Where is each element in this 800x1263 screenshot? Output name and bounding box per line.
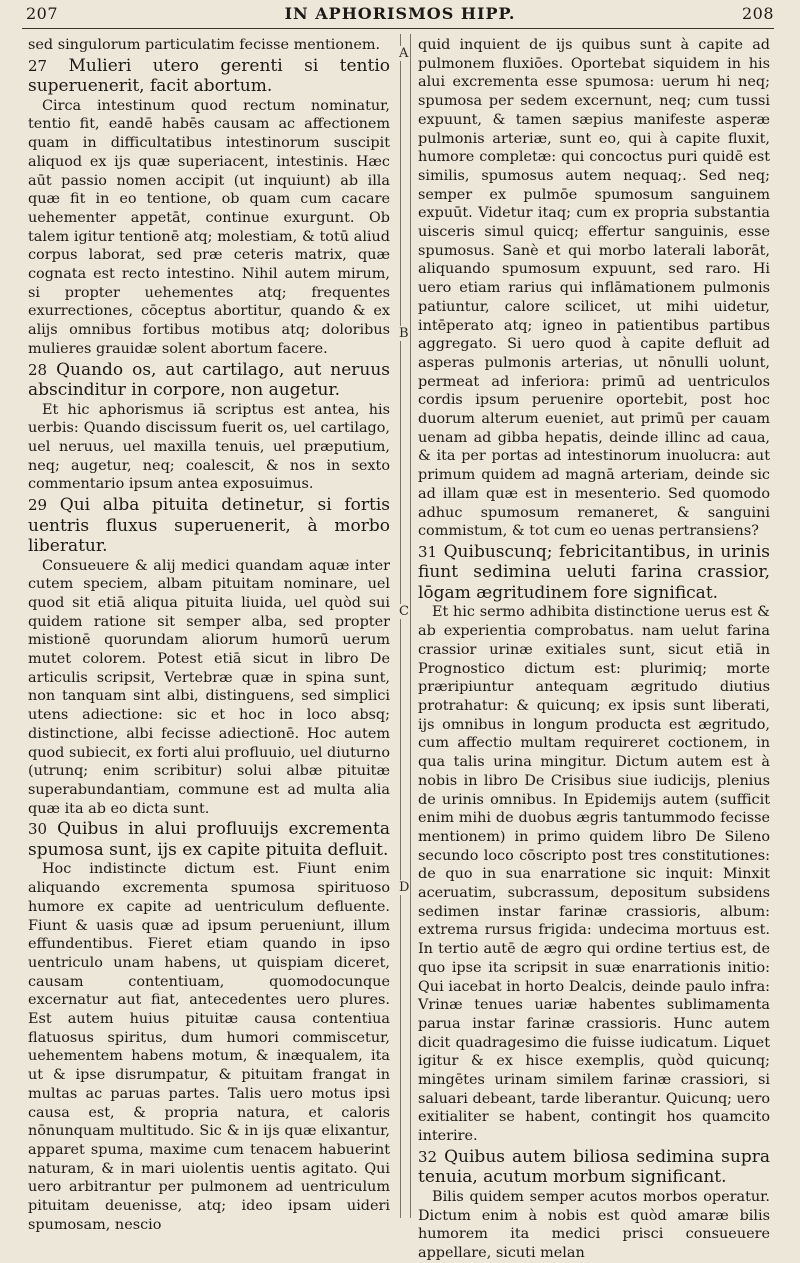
running-header: [26, 2, 774, 28]
aphorism-number: 28: [28, 360, 48, 379]
margin-letter-a: A: [399, 46, 409, 61]
aphorism-30: [28, 819, 390, 860]
commentary-27: Circa intestinum quod rectum nominatur, tentio fit, eandē habēs causam ac affectionem quam in difficultatibus intestinorum suscipit aliquod ex ijs quæ superiacent, intestinis. Hæc aūt passio nomen accipit (ut inquiunt) ab illa quæ fit in eo tentione, ob quam cum cacare uehementer appetāt, continue exurgunt. Ob talem igitur tentionē atq; molestiam, & totū aliud corpus laborat, sed præ ceteris matrix, quæ cognata est recto intestino. Nihil autem mirum, si propter uehementes atq; frequentes exurrectiones, cōceptus abortitur, quando & ex alijs omnibus fortibus motibus atq; doloribus mulieres grauidæ solent abortum facere.: [28, 97, 390, 357]
continued-text: quid inquient de ijs quibus sunt à capite ad pulmonem fluxiōes. Oportebat siquidem in his alui excrementa esse spumosa: uerum hi neq; spumosa per sedem excernunt, neq; cum tussi expuunt, & tamen sæpius manifeste asperæ pulmonis arteriæ, sunt eo, qui à capite fluxit, humore completæ: qui concoctus puri quidē est similis, spumosus autem nequaq;. Sed neq; semper ex pulmōe spumosum sanguinem expuūt. Videtur itaq; cum ex propria substantia uisceris simul quicq; effertur sanguinis, esse spumosus. Sanè et qui morbo laterali laborāt, aliquando spumosum expuunt, sed raro. Hi uero etiam rarius qui inflāmationem pulmonis patiuntur, calore scilicet, ut mihi uidetur, intēperato atq; igneo in patientibus partibus aggregato. Si uero quod à capite defluit ad asperas pulmonis arterias, ut nōnulli uolunt, permeat ad inferiora: primū ad uentriculos cordis ipsum peruenire oportebit, post hoc duorum alterum eueniet, aut primū per cauam uenam ad gibba hepatis, deinde illinc ad caua, & ita per portas ad intestinorum inuolucra: aut primum quidem ad magnā arteriam, deinde sic ad illam quæ est in mesenterio. Sed quomodo adhuc spumosum remaneret, & sanguini commistum, & tot cum eo uenas pertransiens?: [418, 37, 770, 540]
aphorism-text: Quibus in alui profluuijs excrementa spumosa sunt, ijs ex capite pituita defluit.: [28, 819, 391, 860]
margin-letter-c: C: [399, 604, 409, 619]
margin-letter-b: B: [399, 326, 409, 341]
aphorism-number: 31: [418, 542, 438, 561]
continued-text: sed singulorum particulatim fecisse mentionem.: [28, 37, 381, 53]
aphorism-number: 30: [28, 820, 48, 839]
right-column: [418, 36, 771, 1261]
commentary-30: Hoc indistincte dictum est. Fiunt enim aliquando excrementa spumosa spirituoso humore ex capite ad uentriculum defluente. Fiunt & uasis quæ ad ipsum perueniunt, illum effundentibus. Fieret etiam quando in ipso uentriculo unam habens, ut quispiam diceret, causam contentiuam, quomodocunque excernatur aut fiat, antecedentes uero plures. Est autem huius pituitæ causa contentiua flatuosus spiritus, dum humori commiscetur, uehementem habens motum, & inæqualem, ita ut & ipse disrumpatur, & pituitam frangat in multas ac paruas partes. Talis uero motus ipsi causa est, & propria natura, et caloris nōnunquam multitudo. Sic & in ijs quæ elixantur, apparet spuma, maxime cum tenacem habuerint naturam, & in mari uiolentis uentis agitato. Qui uero arbitrantur per pulmonem ad uentriculum pituitam deuenisse, atq; ideo ipsam uideri spumosam, nescio: [28, 861, 390, 1233]
aphorism-text: Quibus autem biliosa sedimina supra tenuia, acutum morbum significant.: [418, 1146, 770, 1188]
aphorism-text: Mulieri utero gerenti si tentio superuenerit, facit abortum.: [28, 55, 390, 97]
commentary-32: Bilis quidem semper acutos morbos operatur. Dictum enim à nobis est quòd amaræ bilis humorem ita medici prisci consueuere appellare, sicuti melan: [418, 1188, 770, 1261]
commentary-28: Et hic aphorismus iā scriptus est antea, his uerbis: Quando discissum fuerit os, uel cartilago, uel neruus, uel maxilla tenuis, uel præputium, neq; augetur, neq; coalescit, & nos in sexto commentario ipsum antea exposuimus.: [28, 401, 390, 493]
header-rule: [22, 28, 774, 29]
commentary-29: Consueuere & alij medici quandam aquæ inter cutem speciem, albam pituitam nominare, uel quod sit etiā aliqua pituita liuida, uel quòd sui quidem ratione sit semper alba, sed propter mistionē quorundam aliorum humorū uerum mutet colorem. Potest etiā sicut in libro De articulis scripsit, Vertebræ quæ in spina sunt, non tanquam sint albi, distinguens, sed simplici utens adiectione: sic et hoc in loco absq; distinctione, albi fecisse adiectionē. Hoc autem quod subiecit, ex forti alui profluuio, uel diuturno (utrunq; enim scribitur) solui albæ pituitæ superabundantiam, commune est ad multa alia quæ ita ab eo dicta sunt.: [28, 557, 390, 817]
aphorism-number: 27: [28, 56, 48, 75]
left-column: [28, 36, 391, 1233]
page-number-left: 207: [26, 4, 59, 23]
page-number-right: 208: [741, 4, 774, 23]
aphorism-text: Quando os, aut cartilago, aut neruus abscinditur in corpore, non augetur.: [28, 359, 391, 401]
column-divider-left: [400, 34, 401, 1218]
column-divider-right: [410, 34, 411, 1218]
commentary-31: Et hic sermo adhibita distinctione uerus est & ab experientia comprobatus. nam uelut farina crassior urinæ exitiales sunt, sicut etiā in Prognostico dictum est: plurimiq; morte præripiuntur antequam ægritudo diutius protrahatur: & quicunq; ex ipsis sunt liberati, ijs omnibus in longum producta est ægritudo, cum affectio multam requireret coctionem, in qua talis urina mingitur. Dictum autem est à nobis in libro De Crisibus siue iudicijs, plenius de urinis omnibus. In Epidemijs autem (sufficit enim mihi de duobus ægris tantummodo fecisse mentionem) in primo quidem libro De Sileno secundo loco cōscripto post tres constitutiones: de quo in sua enarratione sic inquit: Minxit aceruatim, subcrassum, depositum subsidens sedimen instar farinæ crassioris, album: extrema rursus frigida: undecima mortuus est. In tertio autē de ægro qui ordine tertius est, de quo ipse ita scripsit in suæ enarrationis initio: Qui iacebat in horto Dealcis, deinde paulo infra: Vrinæ tenues uariæ habentes sublimamenta parua instar farinæ crassioris. Hunc autem dicit quadragesimo die fuisse iudicatum. Liquet igitur & ex hisce exemplis, quòd quicunq; mingētes urinam similem farinæ crassiori, si saluari debeant, tarde liberantur. Quicunq; uero exitialiter se habent, contingit hos quamcito interire.: [418, 604, 770, 1145]
aphorism-31: [418, 542, 770, 604]
aphorism-text: Qui alba pituita detinetur, si fortis uentris fluxus superuenerit, à morbo liberatur.: [28, 495, 390, 557]
aphorism-29: [28, 495, 390, 557]
aphorism-number: 32: [418, 1147, 438, 1166]
aphorism-28: [28, 360, 390, 401]
aphorism-27: [28, 56, 390, 97]
aphorism-32: [418, 1147, 770, 1188]
aphorism-number: 29: [28, 496, 48, 515]
aphorism-text: Quibuscunq; febricitantibus, in urinis fiunt sedimina ueluti farina crassior, lōgam ægritudinem fore significat.: [418, 541, 771, 603]
running-title: IN APHORISMOS HIPP.: [284, 4, 516, 23]
margin-letter-d: D: [399, 880, 410, 895]
